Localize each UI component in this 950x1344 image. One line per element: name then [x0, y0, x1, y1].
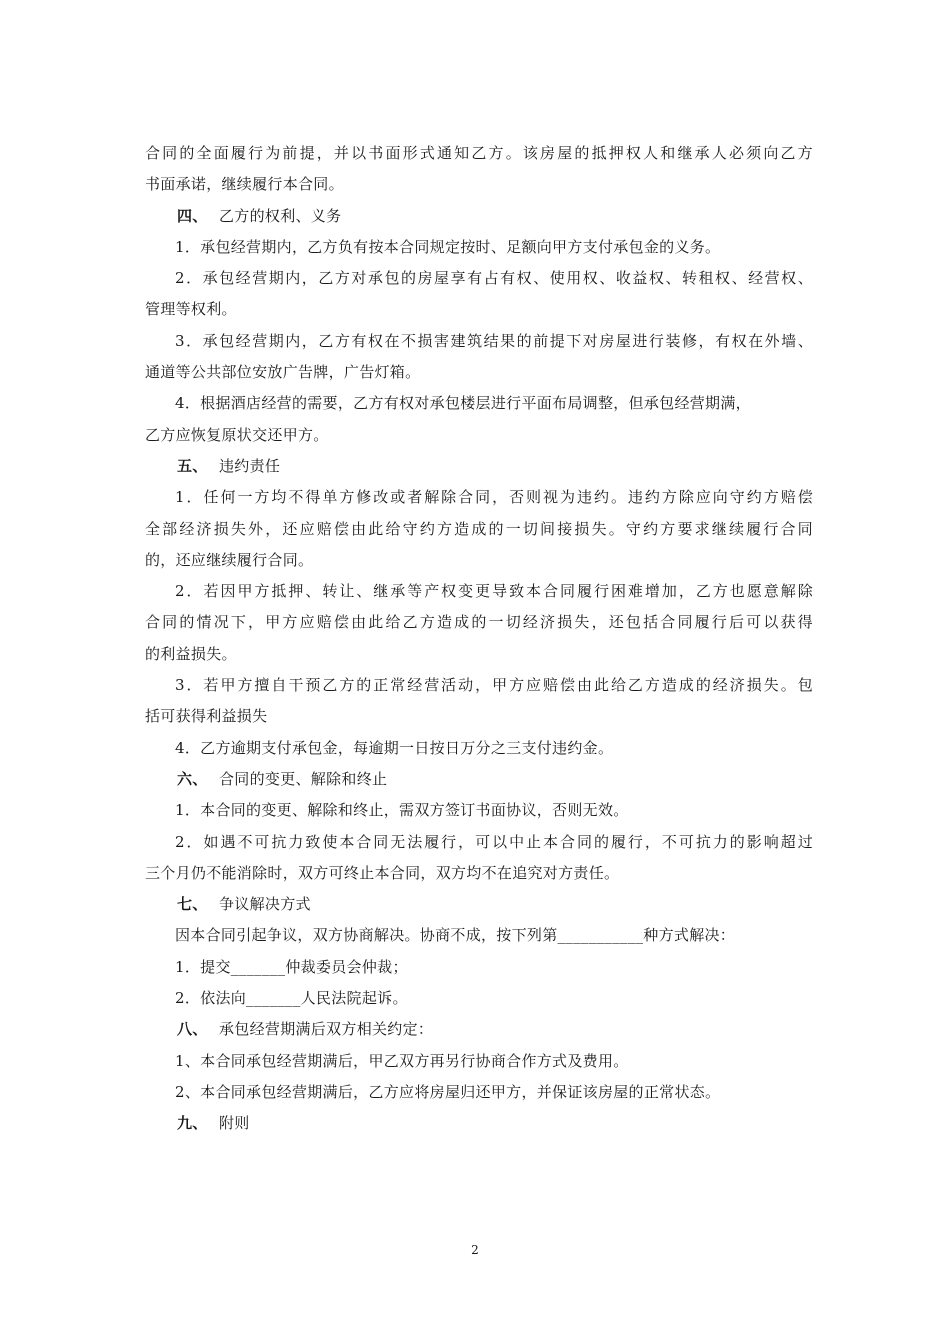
section-heading — [145, 1014, 813, 1045]
continuation-line: 乙方应恢复原状交还甲方。 — [145, 425, 329, 444]
paragraph-line: 1．提交_______仲裁委员会仲裁； — [175, 957, 408, 976]
paragraph-line: 因本合同引起争议，双方协商解决。协商不成，按下列第___________种方式解决： — [175, 926, 736, 945]
page-number: 2 — [471, 1243, 479, 1257]
continuation-line: 三个月仍不能消除时，双方可终止本合同，双方均不在追究对方责任。 — [145, 863, 620, 882]
continuation-line: 括可获得利益损失 — [145, 707, 268, 726]
paragraph-line: 2、本合同承包经营期满后，乙方应将房屋归还甲方，并保证该房屋的正常状态。 — [175, 1082, 721, 1101]
paragraph-line: 4．乙方逾期支付承包金，每逾期一日按日万分之三支付违约金。 — [175, 738, 614, 757]
section-heading — [145, 201, 813, 232]
section-heading — [145, 451, 813, 482]
paragraph-line: 2．如遇不可抗力致使本合同无法履行，可以中止本合同的履行，不可抗力的影响超过 — [175, 832, 813, 851]
continuation-line: 管理等权利。 — [145, 300, 237, 319]
section-heading — [145, 889, 813, 920]
section-number: 四、 — [177, 206, 208, 225]
paragraph-line: 1．本合同的变更、解除和终止，需双方签订书面协议，否则无效。 — [175, 801, 629, 820]
section-number: 五、 — [177, 456, 208, 475]
section-title: 附则 — [219, 1114, 250, 1133]
section-title: 合同的变更、解除和终止 — [219, 769, 388, 788]
paragraph-line: 2．依法向_______人民法院起诉。 — [175, 989, 408, 1008]
continuation-line: 通道等公共部位安放广告牌，广告灯箱。 — [145, 363, 421, 382]
paragraph-line: 2．承包经营期内，乙方对承包的房屋享有占有权、使用权、收益权、转租权、经营权、 — [175, 269, 813, 288]
section-number: 六、 — [177, 769, 208, 788]
continuation-line: 全部经济损失外，还应赔偿由此给守约方造成的一切间接损失。守约方要求继续履行合同 — [145, 519, 813, 538]
section-title: 争议解决方式 — [219, 895, 311, 914]
paragraph-line: 4．根据酒店经营的需要，乙方有权对承包楼层进行平面布局调整，但承包经营期满， — [175, 394, 751, 413]
continuation-line: 书面承诺，继续履行本合同。 — [145, 175, 344, 194]
continuation-line: 合同的情况下，甲方应赔偿由此给乙方造成的一切经济损失，还包括合同履行后可以获得 — [145, 613, 813, 632]
section-number: 七、 — [177, 895, 208, 914]
section-number: 八、 — [177, 1020, 208, 1039]
paragraph-line: 3．承包经营期内，乙方有权在不损害建筑结果的前提下对房屋进行装修，有权在外墙、 — [175, 331, 813, 350]
section-heading — [145, 764, 813, 795]
section-title: 承包经营期满后双方相关约定： — [219, 1020, 434, 1039]
section-title: 乙方的权利、义务 — [219, 206, 342, 225]
paragraph-line: 2．若因甲方抵押、转让、继承等产权变更导致本合同履行困难增加，乙方也愿意解除 — [175, 582, 813, 601]
section-title: 违约责任 — [219, 456, 281, 475]
paragraph-line: 1．任何一方均不得单方修改或者解除合同，否则视为违约。违约方除应向守约方赔偿 — [175, 488, 813, 507]
continuation-line: 的利益损失。 — [145, 644, 237, 663]
paragraph-line: 1、本合同承包经营期满后，甲乙双方再另行协商合作方式及费用。 — [175, 1051, 629, 1070]
document-body — [145, 138, 813, 1140]
continuation-line: 的，还应继续履行合同。 — [145, 550, 314, 569]
section-heading — [145, 1108, 813, 1139]
paragraph-line: 1．承包经营期内，乙方负有按本合同规定按时、足额向甲方支付承包金的义务。 — [175, 237, 721, 256]
continuation-line: 合同的全面履行为前提，并以书面形式通知乙方。该房屋的抵押权人和继承人必须向乙方 — [145, 144, 813, 162]
section-number: 九、 — [177, 1114, 208, 1133]
paragraph-line: 3．若甲方擅自干预乙方的正常经营活动，甲方应赔偿由此给乙方造成的经济损失。包 — [175, 676, 813, 695]
